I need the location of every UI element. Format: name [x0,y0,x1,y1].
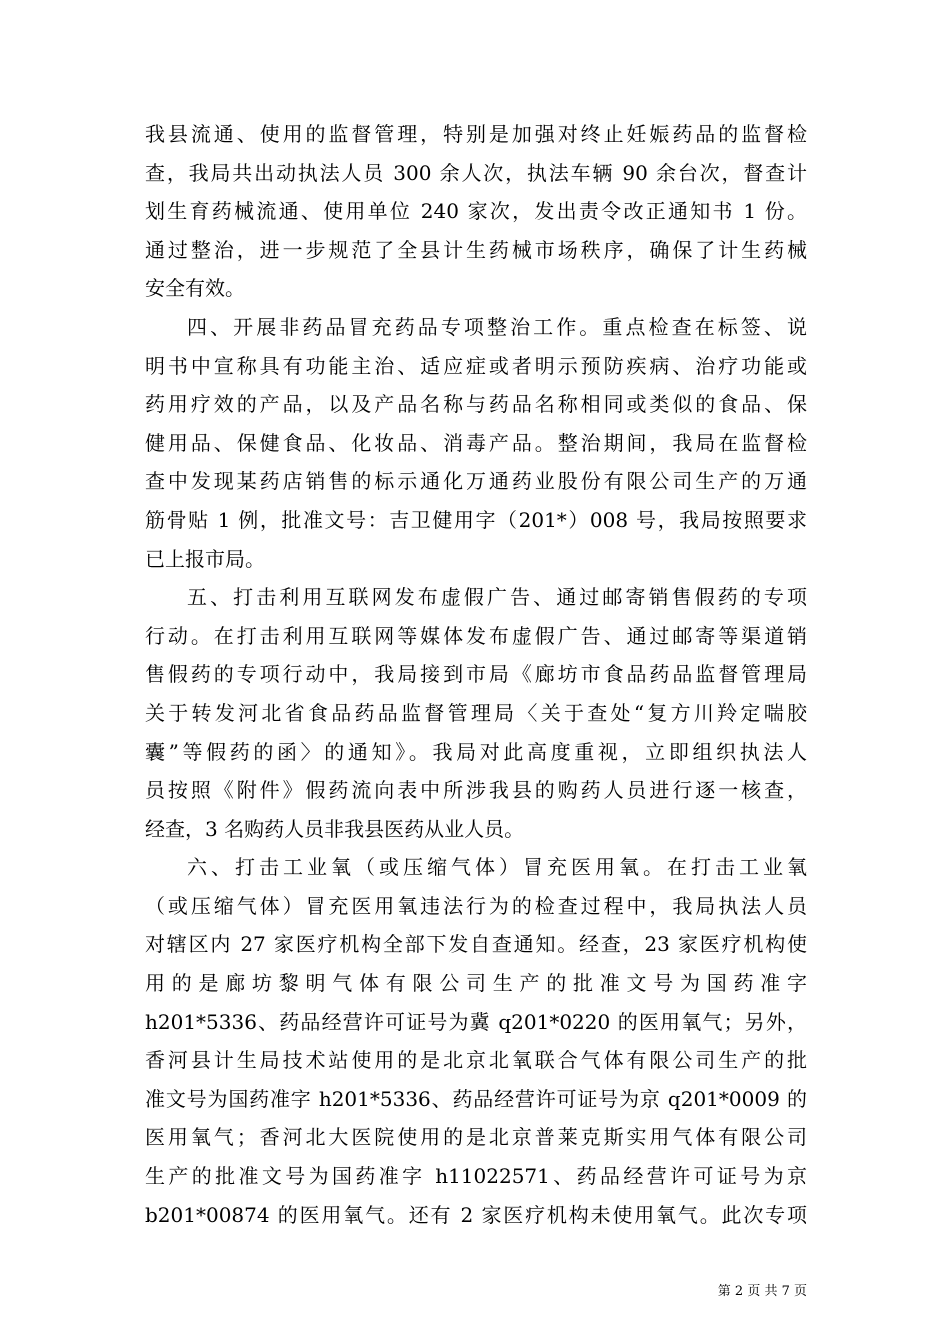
text-line: 药用疗效的产品，以及产品名称与药品名称相同或类似的食品、保 [145,392,807,417]
text-line: 医用氧气；香河北大医院使用的是北京普莱克斯实用气体有限公司 [145,1125,807,1150]
text-line: 用的是廊坊黎明气体有限公司生产的批准文号为国药准字 [145,971,807,996]
text-line: 经查，3 名购药人员非我县医药从业人员。 [145,816,525,841]
text-line: 筋骨贴 1 例，批准文号：吉卫健用字（201*）008 号，我局按照要求 [145,507,807,532]
text-line: 明书中宣称具有功能主治、适应症或者明示预防疾病、治疗功能或 [145,353,807,378]
page-number-footer: 第 2 页 共 7 页 [717,1284,807,1299]
text-line: 已上报市局。 [145,546,265,571]
text-line: 四、开展非药品冒充药品专项整治工作。重点检查在标签、说 [187,314,807,339]
text-line: 准文号为国药准字 h201*5336、药品经营许可证号为京 q201*0009 的 [145,1086,807,1111]
text-line: 关于转发河北省食品药品监督管理局〈关于查处“复方川羚定喘胶 [145,700,807,725]
text-line: 行动。在打击利用互联网等媒体发布虚假广告、通过邮寄等渠道销 [145,623,807,648]
text-line: h201*5336、药品经营许可证号为冀 q201*0220 的医用氧气；另外， [145,1009,807,1034]
text-line: 六、打击工业氧（或压缩气体）冒充医用氧。在打击工业氧 [187,855,807,880]
text-line: 我县流通、使用的监督管理，特别是加强对终止妊娠药品的监督检 [145,122,807,146]
text-line: 安全有效。 [145,276,245,301]
text-line: 查中发现某药店销售的标示通化万通药业股份有限公司生产的万通 [145,469,807,494]
text-line: 健用品、保健食品、化妆品、消毒产品。整治期间，我局在监督检 [145,430,807,455]
text-line: b201*00874 的医用氧气。还有 2 家医疗机构未使用氧气。此次专项 [145,1202,807,1227]
text-line: 香河县计生局技术站使用的是北京北氧联合气体有限公司生产的批 [145,1048,807,1073]
text-line: 囊”等假药的函〉的通知》。我局对此高度重视，立即组织执法人 [145,739,807,764]
text-line: 查，我局共出动执法人员 300 余人次，执法车辆 90 余台次，督查计 [145,160,807,185]
document-body [145,115,807,1234]
text-line: 划生育药械流通、使用单位 240 家次，发出责令改正通知书 1 份。 [145,199,807,224]
text-line: 生产的批准文号为国药准字 h11022571、药品经营许可证号为京 [145,1164,807,1189]
text-line: 员按照《附件》假药流向表中所涉我县的购药人员进行逐一核查， [145,778,807,803]
text-line: 对辖区内 27 家医疗机构全部下发自查通知。经查，23 家医疗机构使 [145,932,807,957]
text-line: 通过整治，进一步规范了全县计生药械市场秩序，确保了计生药械 [145,237,807,262]
text-line: （或压缩气体）冒充医用氧违法行为的检查过程中，我局执法人员 [145,893,807,918]
text-line: 售假药的专项行动中，我局接到市局《廊坊市食品药品监督管理局 [145,662,807,687]
text-line: 五、打击利用互联网发布虚假广告、通过邮寄销售假药的专项 [187,585,807,610]
